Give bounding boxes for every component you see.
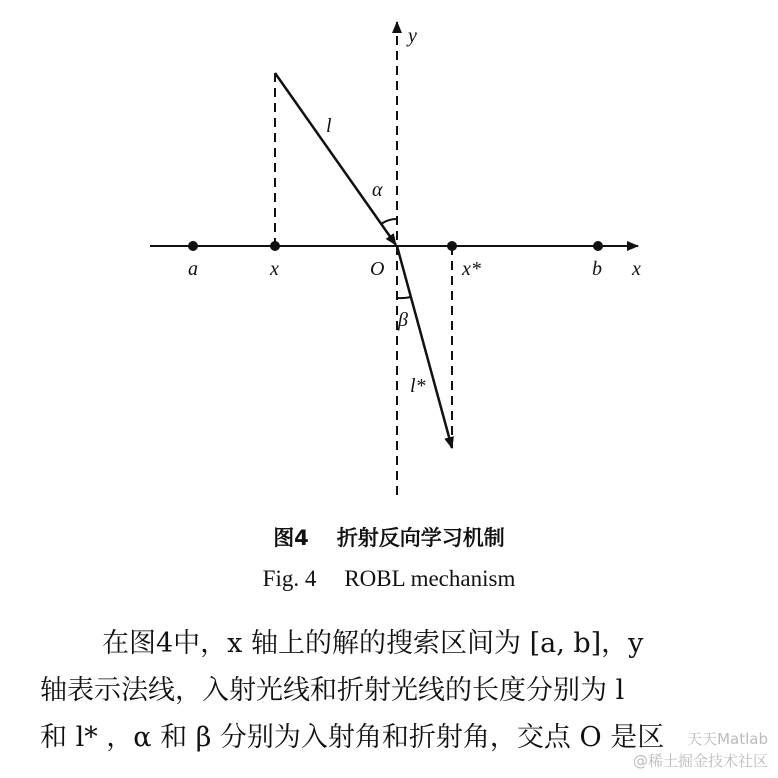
label-y-axis: y <box>408 25 417 47</box>
point-b <box>593 241 603 251</box>
caption-en-text: ROBL mechanism <box>344 566 516 591</box>
caption-en-number: Fig. 4 <box>262 566 317 591</box>
point-a <box>188 241 198 251</box>
watermark-line1: 天天Matlab <box>687 730 768 748</box>
paragraph-line: 在图4中，x 轴上的解的搜索区间为 [a, b]，y <box>102 628 644 659</box>
caption-english <box>0 566 778 592</box>
incident-ray <box>275 73 396 245</box>
label-x-axis: x <box>632 258 641 280</box>
paragraph-line: 轴表示法线，入射光线和折射光线的长度分别为 l <box>40 675 625 706</box>
paragraph-line: 和 l* ，α 和 β 分别为入射角和折射角，交点 O 是区 <box>40 722 665 753</box>
label-x: x <box>270 258 279 280</box>
label-a: a <box>188 258 198 280</box>
label-alpha: α <box>372 179 383 201</box>
watermark-line2: @稀土掘金技术社区 <box>632 752 768 770</box>
label-l-star: l* <box>410 375 426 397</box>
point-x-star <box>447 241 457 251</box>
label-beta: β <box>398 309 408 331</box>
caption-cn-number: 图4 <box>273 526 309 550</box>
alpha-arc <box>381 219 397 224</box>
caption-chinese <box>0 522 778 552</box>
label-x-star: x* <box>462 258 481 280</box>
point-x <box>270 241 280 251</box>
refracted-ray <box>397 246 452 448</box>
label-l: l <box>326 115 332 137</box>
beta-arc <box>397 297 411 298</box>
label-origin: O <box>370 258 385 280</box>
label-b: b <box>592 258 602 280</box>
caption-cn-text: 折射反向学习机制 <box>336 526 505 550</box>
watermark <box>633 728 768 772</box>
